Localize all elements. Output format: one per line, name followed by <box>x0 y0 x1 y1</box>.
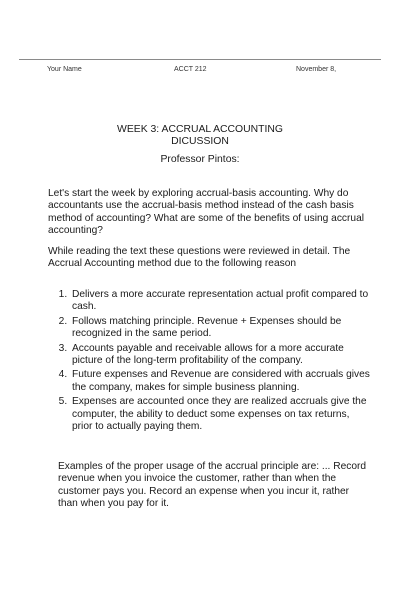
examples-paragraph: Examples of the proper usage of the accrual principle are: ... Record revenue when you invoice the customer, rather than when the customer pays you. Record an expense when you incur it, rather than when you pay for it. <box>58 461 367 510</box>
reasons-list <box>48 289 370 435</box>
professor-salutation: Professor Pintos: <box>160 154 240 165</box>
header-course-code: ACCT 212 <box>174 66 207 73</box>
header-student-name: Your Name <box>47 66 82 73</box>
list-item: 5. Expenses are accounted once they are realized accruals give the computer, the ability to deduct some expenses on tax returns, prior to actually paying them. <box>70 396 370 433</box>
response-paragraph: While reading the text these questions were reviewed in detail. The Accrual Accounting method due to the following reason <box>48 246 351 270</box>
list-item: 3. Accounts payable and receivable allows for a more accurate picture of the long-term profitability of the company. <box>70 343 370 368</box>
list-item: 4. Future expenses and Revenue are considered with accruals gives the company, makes for simple business planning. <box>70 369 370 394</box>
header-rule <box>19 59 381 60</box>
intro-paragraph: Let's start the week by exploring accrual-basis accounting. Why do accountants use the accrual-basis method instead of the cash basis method of accounting? What are some of the benefits of using accrual accounting? <box>48 188 364 237</box>
list-item: 2. Follows matching principle. Revenue + Expenses should be recognized in the same period. <box>70 316 370 341</box>
title-line-1: WEEK 3: ACCRUAL ACCOUNTING <box>117 124 283 135</box>
list-item: 1. Delivers a more accurate representation actual profit compared to cash. <box>70 289 370 314</box>
header-date: November 8, <box>296 66 337 73</box>
title-line-2: DICUSSION <box>171 136 229 147</box>
document-title <box>60 124 340 148</box>
